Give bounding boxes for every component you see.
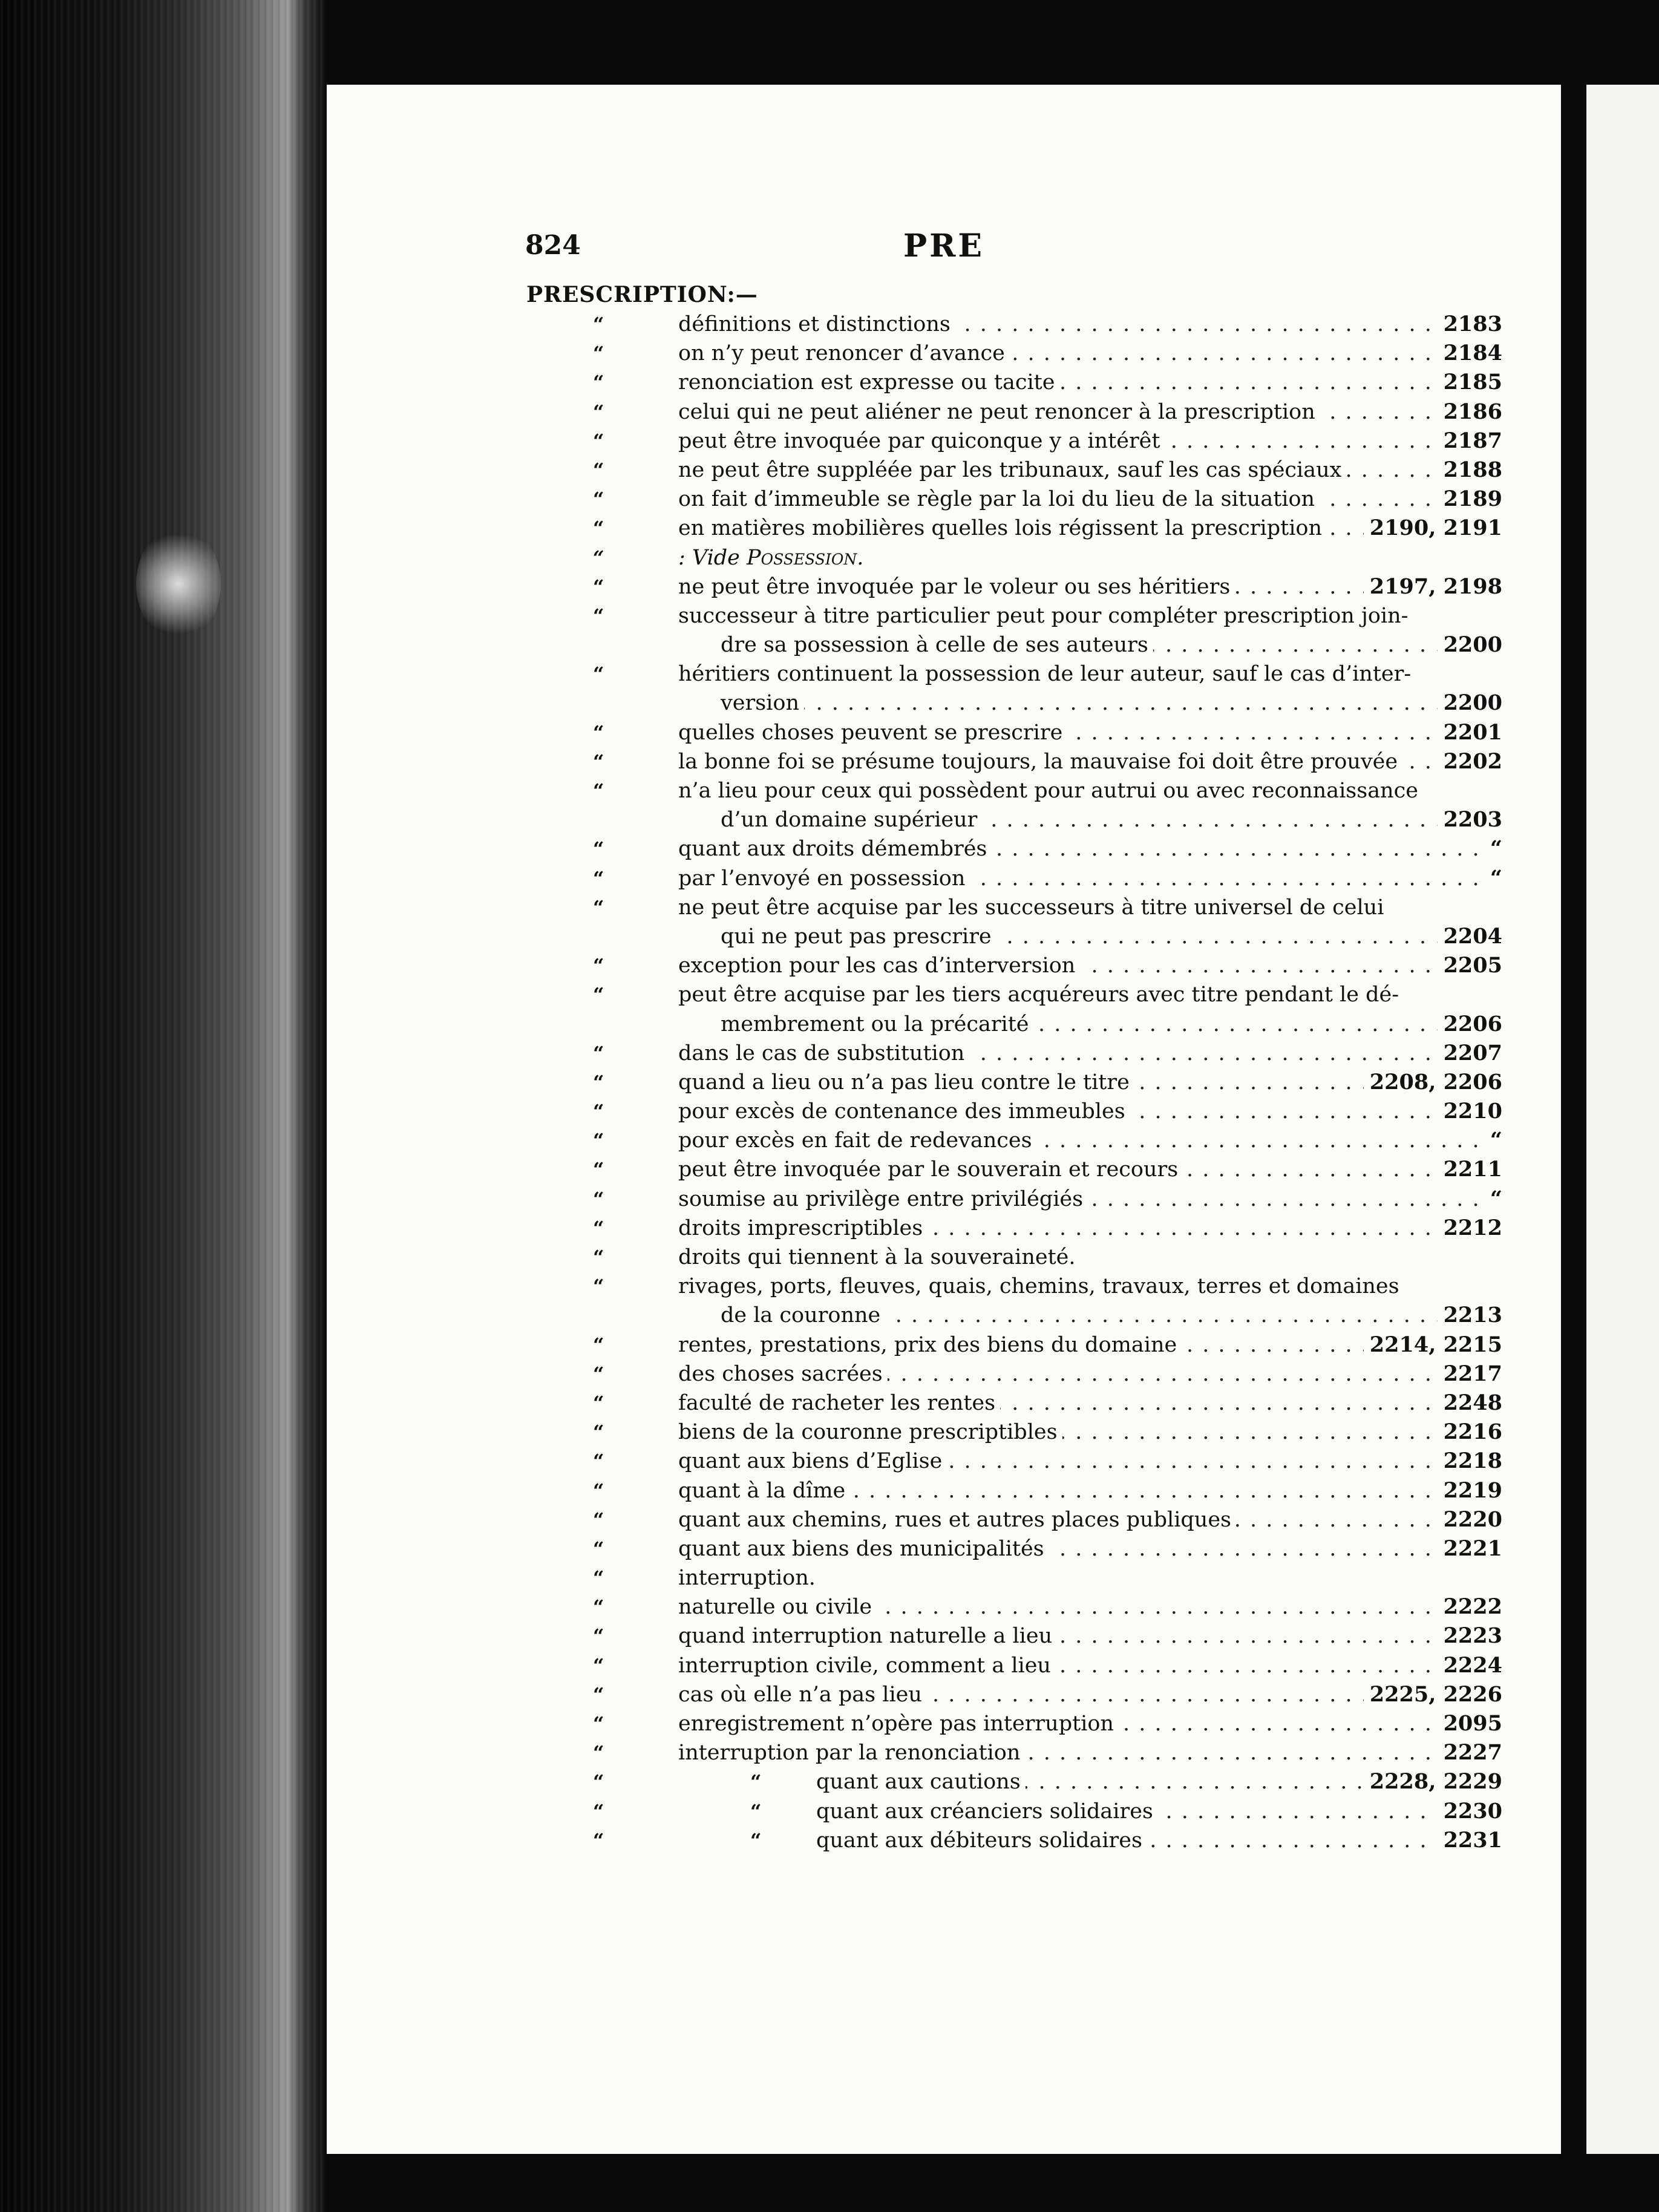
entry-text-cell [678, 1447, 1500, 1476]
index-entry [327, 747, 1561, 776]
ditto-mark: “ [593, 1683, 604, 1706]
entry-text: qui ne peut pas prescrire [721, 924, 996, 949]
ditto-mark: “ [593, 866, 604, 890]
entry-text-cell [678, 1709, 1500, 1738]
ditto-mark: “ [593, 517, 604, 540]
entry-text: quant à la dîme [678, 1479, 850, 1503]
entry-text-cell [678, 398, 1500, 427]
entry-text: peut être invoquée par le souverain et recours [678, 1157, 1183, 1182]
entry-text-cell [678, 543, 1500, 572]
entry-text-cell [678, 1738, 1500, 1767]
index-entry [327, 689, 1561, 718]
entry-text: on fait d’immeuble se règle par la loi du lieu de la situation [678, 487, 1320, 511]
article-reference: “ [1484, 834, 1502, 863]
ditto-mark: “ [593, 1421, 604, 1444]
index-entry [327, 1563, 1561, 1592]
entry-text-cell [678, 1476, 1500, 1505]
ditto-mark: “ [593, 1129, 604, 1153]
entry-text-cell [678, 1534, 1500, 1563]
index-entry [327, 1418, 1561, 1447]
article-reference: 2202 [1438, 747, 1502, 776]
ditto-mark: “ [593, 779, 604, 802]
entry-text: définitions et distinctions [678, 312, 955, 336]
index-entry [327, 1155, 1561, 1184]
entry-text: peut être invoquée par quiconque y a intérêt [678, 429, 1165, 453]
ditto-mark: “ [593, 1741, 604, 1765]
entry-text-cell [678, 1592, 1500, 1621]
entry-text: quant aux chemins, rues et autres places publiques [678, 1508, 1236, 1532]
entry-text-cell [678, 864, 1500, 893]
running-head: PRE [903, 227, 984, 264]
index-entry [327, 1797, 1561, 1826]
ditto-mark: “ [593, 1625, 604, 1648]
entry-text: droits imprescriptibles [678, 1216, 928, 1240]
entry-text-cell [678, 1155, 1500, 1184]
index-entry [327, 601, 1561, 630]
paper-stain [136, 526, 221, 641]
ditto-mark: “ [593, 837, 604, 861]
ditto-mark: “ [593, 1595, 604, 1619]
ditto-mark: “ [593, 1479, 604, 1502]
book-page [327, 85, 1561, 2154]
entry-text-cell [678, 1389, 1500, 1418]
entry-text: version [721, 691, 804, 715]
index-entry [327, 339, 1561, 368]
page-number: 824 [525, 230, 581, 261]
article-reference: 2230 [1438, 1797, 1502, 1826]
ditto-mark: “ [593, 1799, 604, 1823]
entry-text-cell [678, 951, 1500, 980]
entry-text-cell [678, 339, 1500, 368]
index-entry [327, 1301, 1561, 1330]
sub-ditto-mark: “ [750, 1799, 762, 1823]
entry-text-cell [678, 1505, 1500, 1534]
index-entry [327, 1010, 1561, 1039]
index-entry [327, 427, 1561, 456]
index-entry [327, 1185, 1561, 1214]
entry-text: interruption par la renonciation [678, 1741, 1025, 1765]
index-entry [327, 1068, 1561, 1097]
article-reference: 2223 [1438, 1621, 1502, 1651]
entry-text-cell [678, 427, 1500, 456]
index-entry [327, 805, 1561, 834]
entry-text: de la couronne [721, 1303, 885, 1327]
article-reference: 2216 [1438, 1418, 1502, 1447]
entry-text: celui qui ne peut aliéner ne peut renoncer à la prescription [678, 400, 1320, 424]
ditto-mark: “ [593, 342, 604, 365]
index-entry [327, 1360, 1561, 1389]
index-entry [327, 1039, 1561, 1068]
ditto-mark: “ [593, 1712, 604, 1735]
entry-text-cell [678, 659, 1500, 689]
entry-text: quant aux biens des municipalités [678, 1537, 1049, 1561]
ditto-mark: “ [593, 546, 604, 569]
entry-text: pour excès en fait de redevances [678, 1128, 1037, 1153]
ditto-mark: “ [593, 429, 604, 453]
ditto-mark: “ [593, 954, 604, 978]
entry-text: par l’envoyé en possession [678, 866, 970, 891]
article-reference: 2204 [1438, 922, 1502, 951]
index-entry [327, 1680, 1561, 1709]
entry-text: quelles choses peuvent se prescrire [678, 721, 1067, 745]
entry-text-cell [678, 834, 1500, 863]
entry-text-cell [678, 747, 1500, 776]
ditto-mark: “ [593, 750, 604, 773]
ditto-mark: “ [593, 1275, 604, 1298]
article-reference: 2222 [1438, 1592, 1502, 1621]
entry-text-cell [721, 630, 1500, 659]
entry-text: interruption civile, comment a lieu [678, 1654, 1056, 1678]
index-entry [327, 1126, 1561, 1155]
article-reference: “ [1484, 1126, 1502, 1155]
page-header [327, 227, 1561, 278]
index-entry [327, 776, 1561, 805]
entry-text-cell [678, 1097, 1500, 1126]
index-entry [327, 1738, 1561, 1767]
entry-text-cell [678, 1621, 1500, 1651]
entry-text: quant aux créanciers solidaires [816, 1799, 1158, 1824]
ditto-mark: “ [593, 1362, 604, 1386]
entry-text-cell [678, 1651, 1500, 1680]
index-entry [327, 893, 1561, 922]
article-reference: “ [1484, 1185, 1502, 1214]
entry-text: ne peut être suppléée par les tribunaux, sauf les cas spéciaux [678, 458, 1346, 482]
article-reference: 2225, 2226 [1364, 1680, 1502, 1709]
entry-text-cell [678, 893, 1500, 922]
article-reference: 2201 [1438, 718, 1502, 747]
entry-text-cell [721, 1301, 1500, 1330]
article-reference: 2224 [1438, 1651, 1502, 1680]
entry-text-cell [721, 689, 1500, 718]
article-reference: 2219 [1438, 1476, 1502, 1505]
ditto-mark: “ [593, 1566, 604, 1590]
entry-text: faculté de racheter les rentes [678, 1391, 1000, 1415]
entry-text: naturelle ou civile [678, 1595, 877, 1619]
entry-text: soumise au privilège entre privilégiés [678, 1187, 1088, 1211]
article-reference: 2186 [1438, 398, 1502, 427]
entry-text: cas où elle n’a pas lieu [678, 1683, 927, 1707]
ditto-mark: “ [593, 1828, 604, 1852]
index-entry [327, 1272, 1561, 1301]
ditto-mark: “ [593, 400, 604, 424]
article-reference: 2207 [1438, 1039, 1502, 1068]
entry-text-cell [678, 980, 1500, 1009]
entry-text: exception pour les cas d’interversion [678, 954, 1080, 978]
ditto-mark: “ [593, 983, 604, 1007]
index-entry [327, 1447, 1561, 1476]
entry-text-cell [678, 1360, 1500, 1389]
entry-text: interruption. [678, 1566, 820, 1590]
ditto-mark: “ [593, 1333, 604, 1356]
article-reference: 2197, 2198 [1364, 572, 1502, 601]
entry-text-cell [678, 1272, 1500, 1301]
article-reference: 2212 [1438, 1214, 1502, 1243]
index-entry [327, 980, 1561, 1009]
index-entry [327, 1651, 1561, 1680]
index-entries [327, 310, 1561, 1855]
index-entry [327, 1621, 1561, 1651]
entry-text-cell [721, 805, 1500, 834]
entry-text-cell [816, 1826, 1500, 1855]
entry-text: droits qui tiennent à la souveraineté. [678, 1245, 1081, 1269]
index-entry [327, 630, 1561, 659]
index-entry [327, 456, 1561, 485]
index-entry [327, 1826, 1561, 1855]
entry-text: la bonne foi se présume toujours, la mauvaise foi doit être prouvée [678, 750, 1402, 774]
ditto-mark: “ [593, 1391, 604, 1415]
ditto-mark: “ [593, 1770, 604, 1794]
article-reference: 2217 [1438, 1360, 1502, 1389]
index-entry [327, 1097, 1561, 1126]
article-reference: 2203 [1438, 805, 1502, 834]
index-entry [327, 834, 1561, 863]
article-reference: 2188 [1438, 456, 1502, 485]
article-reference: 2211 [1438, 1155, 1502, 1184]
ditto-mark: “ [593, 721, 604, 744]
ditto-mark: “ [593, 575, 604, 598]
entry-text: quant aux biens d’Eglise [678, 1449, 947, 1473]
entry-text-cell [678, 1039, 1500, 1068]
ditto-mark: “ [593, 1216, 604, 1240]
index-entry [327, 1709, 1561, 1738]
ditto-mark: “ [593, 1450, 604, 1473]
article-reference: 2208, 2206 [1364, 1068, 1502, 1097]
entry-text-cell [678, 718, 1500, 747]
ditto-mark: “ [593, 313, 604, 336]
index-entry [327, 864, 1561, 893]
entry-text-cell [721, 1010, 1500, 1039]
article-reference: 2218 [1438, 1447, 1502, 1476]
index-heading: PRESCRIPTION:— [526, 282, 758, 307]
entry-text: rivages, ports, fleuves, quais, chemins, travaux, terres et domaines [678, 1274, 1404, 1298]
article-reference: 2200 [1438, 689, 1502, 718]
index-entry [327, 368, 1561, 397]
entry-text: quant aux droits démembrés [678, 837, 992, 861]
entry-text: : Vide Possession. [678, 546, 868, 570]
index-entry [327, 1505, 1561, 1534]
ditto-mark: “ [593, 488, 604, 511]
entry-text: quand interruption naturelle a lieu [678, 1624, 1057, 1648]
article-reference: 2228, 2229 [1364, 1767, 1502, 1796]
entry-text: ne peut être invoquée par le voleur ou ses héritiers [678, 575, 1235, 599]
index-entry [327, 1243, 1561, 1272]
entry-text: ne peut être acquise par les successeurs à titre universel de celui [678, 895, 1389, 920]
entry-text-cell [816, 1797, 1500, 1826]
entry-text-cell [678, 1214, 1500, 1243]
article-reference: 2200 [1438, 630, 1502, 659]
entry-text: n’a lieu pour ceux qui possèdent pour autrui ou avec reconnaissance [678, 779, 1423, 803]
index-entry [327, 572, 1561, 601]
index-entry [327, 1592, 1561, 1621]
entry-text-cell [678, 1563, 1500, 1592]
index-entry [327, 485, 1561, 514]
entry-text-cell [678, 1185, 1500, 1214]
article-reference: 2205 [1438, 951, 1502, 980]
index-entry [327, 543, 1561, 572]
entry-text-cell [678, 310, 1500, 339]
article-reference: 2187 [1438, 427, 1502, 456]
article-reference: 2227 [1438, 1738, 1502, 1767]
ditto-mark: “ [593, 1100, 604, 1124]
sub-ditto-mark: “ [750, 1770, 762, 1794]
article-reference: 2189 [1438, 485, 1502, 514]
ditto-mark: “ [593, 1187, 604, 1211]
entry-text: rentes, prestations, prix des biens du domaine [678, 1333, 1182, 1357]
ditto-mark: “ [593, 1158, 604, 1182]
entry-text: héritiers continuent la possession de leur auteur, sauf le cas d’inter- [678, 662, 1416, 686]
ditto-mark: “ [593, 1654, 604, 1677]
entry-text: dans le cas de substitution [678, 1041, 969, 1065]
entry-text: on n’y peut renoncer d’avance [678, 341, 1010, 365]
entry-text-cell [678, 1126, 1500, 1155]
article-reference: 2248 [1438, 1389, 1502, 1418]
index-entry [327, 1330, 1561, 1360]
article-reference: 2095 [1438, 1709, 1502, 1738]
entry-text-cell [721, 922, 1500, 951]
ditto-mark: “ [593, 604, 604, 627]
entry-text: d’un domaine supérieur [721, 808, 982, 832]
sub-ditto-mark: “ [750, 1828, 762, 1852]
ditto-mark: “ [593, 1041, 604, 1065]
article-reference: 2214, 2215 [1364, 1330, 1502, 1360]
entry-text: successeur à titre particulier peut pour compléter prescription join- [678, 604, 1413, 628]
entry-text-cell [678, 601, 1500, 630]
entry-text-cell [678, 776, 1500, 805]
article-reference: “ [1484, 864, 1502, 893]
entry-text: pour excès de contenance des immeubles [678, 1099, 1130, 1124]
index-entry [327, 398, 1561, 427]
entry-text: quand a lieu ou n’a pas lieu contre le titre [678, 1070, 1134, 1095]
article-reference: 2213 [1438, 1301, 1502, 1330]
entry-text-cell [678, 485, 1500, 514]
ditto-mark: “ [593, 1537, 604, 1560]
adjacent-page-edge [1586, 85, 1659, 2154]
index-entry [327, 659, 1561, 689]
index-entry [327, 951, 1561, 980]
index-entry [327, 1476, 1561, 1505]
index-entry [327, 1214, 1561, 1243]
index-entry [327, 1767, 1561, 1796]
article-reference: 2231 [1438, 1826, 1502, 1855]
entry-text-cell [678, 1243, 1500, 1272]
binding-scan-streaks [0, 0, 327, 2212]
entry-text-cell [678, 368, 1500, 397]
entry-text: enregistrement n’opère pas interruption [678, 1712, 1119, 1736]
article-reference: 2206 [1438, 1010, 1502, 1039]
ditto-mark: “ [593, 1508, 604, 1531]
article-reference: 2185 [1438, 368, 1502, 397]
article-reference: 2210 [1438, 1097, 1502, 1126]
entry-text: biens de la couronne prescriptibles [678, 1420, 1062, 1444]
entry-text-cell [678, 1418, 1500, 1447]
entry-text: renonciation est expresse ou tacite [678, 370, 1059, 394]
entry-text: peut être acquise par les tiers acquéreurs avec titre pendant le dé- [678, 983, 1404, 1007]
entry-text: dre sa possession à celle de ses auteurs [721, 633, 1153, 657]
entry-text: en matières mobilières quelles lois régissent la prescription [678, 516, 1327, 540]
ditto-mark: “ [593, 663, 604, 686]
entry-text: quant aux débiteurs solidaires [816, 1828, 1147, 1853]
article-reference: 2190, 2191 [1364, 514, 1502, 543]
article-reference: 2183 [1438, 310, 1502, 339]
article-reference: 2220 [1438, 1505, 1502, 1534]
index-entry [327, 922, 1561, 951]
entry-text: des choses sacrées [678, 1362, 888, 1386]
ditto-mark: “ [593, 895, 604, 919]
index-entry [327, 1534, 1561, 1563]
ditto-mark: “ [593, 1070, 604, 1094]
entry-text: quant aux cautions [816, 1770, 1026, 1794]
ditto-mark: “ [593, 371, 604, 394]
index-entry [327, 1389, 1561, 1418]
ditto-mark: “ [593, 1246, 604, 1269]
article-reference: 2184 [1438, 339, 1502, 368]
entry-text: membrement ou la précarité [721, 1012, 1034, 1036]
article-reference: 2221 [1438, 1534, 1502, 1563]
ditto-mark: “ [593, 458, 604, 482]
index-entry [327, 310, 1561, 339]
index-entry [327, 514, 1561, 543]
entry-text-cell [678, 456, 1500, 485]
index-entry [327, 718, 1561, 747]
